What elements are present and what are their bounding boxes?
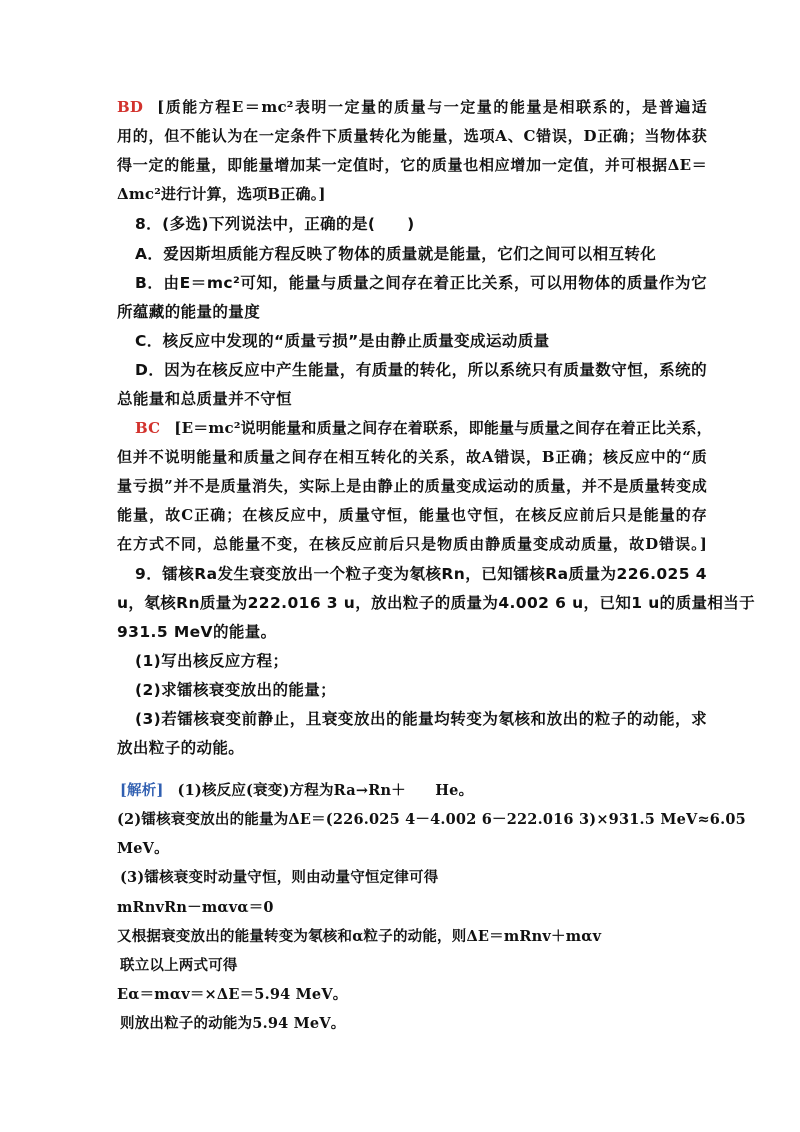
answer-explanation-line: 用的，但不能认为在一定条件下质量转化为能量，选项A、C错误，D正确；当物体获 xyxy=(117,127,707,145)
answer-explanation-line: 能量，故C正确；在核反应中，质量守恒，能量也守恒，在核反应前后只是能量的存 xyxy=(117,506,707,524)
solution-equation: mRnvRn－mαvα＝0 xyxy=(117,899,274,916)
question-8-option-d: D．因为在核反应中产生能量，有质量的转化，所以系统只有质量数守恒，系统的 xyxy=(135,361,707,379)
answer-explanation-line: 但并不说明能量和质量之间存在相互转化的关系，故A错误，B正确；核反应中的“质 xyxy=(117,448,707,466)
answer-label: BD xyxy=(117,98,144,116)
answer-explanation-line: 得一定的能量，即能量增加某一定值时，它的质量也相应增加一定值，并可根据ΔE＝ xyxy=(117,156,707,174)
solution-label: [解析] xyxy=(120,782,164,799)
question-9-sub-3-cont: 放出粒子的动能。 xyxy=(117,739,245,757)
question-9-stem-cont: u，氡核Rn质量为222.016 3 u，放出粒子的质量为4.002 6 u，已知1 u的质量相当于 xyxy=(117,594,756,612)
solution-conclusion: 则放出粒子的动能为5.94 MeV。 xyxy=(120,1015,346,1032)
question-9-stem-cont: 931.5 MeV的能量。 xyxy=(117,623,277,641)
question-9-sub-3: (3)若镭核衰变前静止，且衰变放出的能量均转变为氡核和放出的粒子的动能，求 xyxy=(135,710,707,728)
solution-equation: Eα＝mαv＝×ΔE＝5.94 MeV。 xyxy=(117,986,348,1003)
solution-line: [解析] (1)核反应(衰变)方程为Ra→Rn＋ He。 xyxy=(120,782,474,799)
answer-explanation-line: 在方式不同，总能量不变，在核反应前后只是物质由静质量变成动质量，故D错误。] xyxy=(117,535,707,553)
question-8-stem: 8．(多选)下列说法中，正确的是( ) xyxy=(135,215,415,233)
answer-label: BC xyxy=(135,419,161,437)
question-8-option-a: A．爱因斯坦质能方程反映了物体的质量就是能量，它们之间可以相互转化 xyxy=(135,245,657,263)
answer-explanation-line: 量亏损”并不是质量消失，实际上是由静止的质量变成运动的质量，并不是质量转变成 xyxy=(117,477,707,495)
solution-line: 又根据衰变放出的能量转变为氡核和α粒子的动能，则ΔE＝mRnv＋mαv xyxy=(117,928,602,945)
answer-explanation-line: BD [质能方程E＝mc²表明一定量的质量与一定量的能量是相联系的，是普遍适 xyxy=(117,98,707,116)
question-9-sub-2: (2)求镭核衰变放出的能量； xyxy=(135,681,337,699)
question-8-option-c: C．核反应中发现的“质量亏损”是由静止质量变成运动质量 xyxy=(135,332,550,350)
solution-line: 联立以上两式可得 xyxy=(120,957,238,974)
question-8-option-b-cont: 所蕴藏的能量的量度 xyxy=(117,303,261,321)
question-8-option-d-cont: 总能量和总质量并不守恒 xyxy=(117,390,292,408)
answer-explanation-line: Δmc²进行计算，选项B正确。] xyxy=(117,185,326,203)
question-9-sub-1: (1)写出核反应方程； xyxy=(135,652,289,670)
solution-line: (2)镭核衰变放出的能量为ΔE＝(226.025 4－4.002 6－222.016 3)×931.5 MeV≈6.05 xyxy=(117,811,746,828)
solution-line: (3)镭核衰变时动量守恒，则由动量守恒定律可得 xyxy=(120,869,439,886)
question-9-stem: 9．镭核Ra发生衰变放出一个粒子变为氡核Rn，已知镭核Ra质量为226.025 4 xyxy=(135,565,707,583)
answer-explanation-line: BC [E＝mc²说明能量和质量之间存在着联系，即能量与质量之间存在着正比关系， xyxy=(135,419,712,437)
solution-line: MeV。 xyxy=(117,840,169,857)
question-8-option-b: B．由E＝mc²可知，能量与质量之间存在着正比关系，可以用物体的质量作为它 xyxy=(135,274,707,292)
